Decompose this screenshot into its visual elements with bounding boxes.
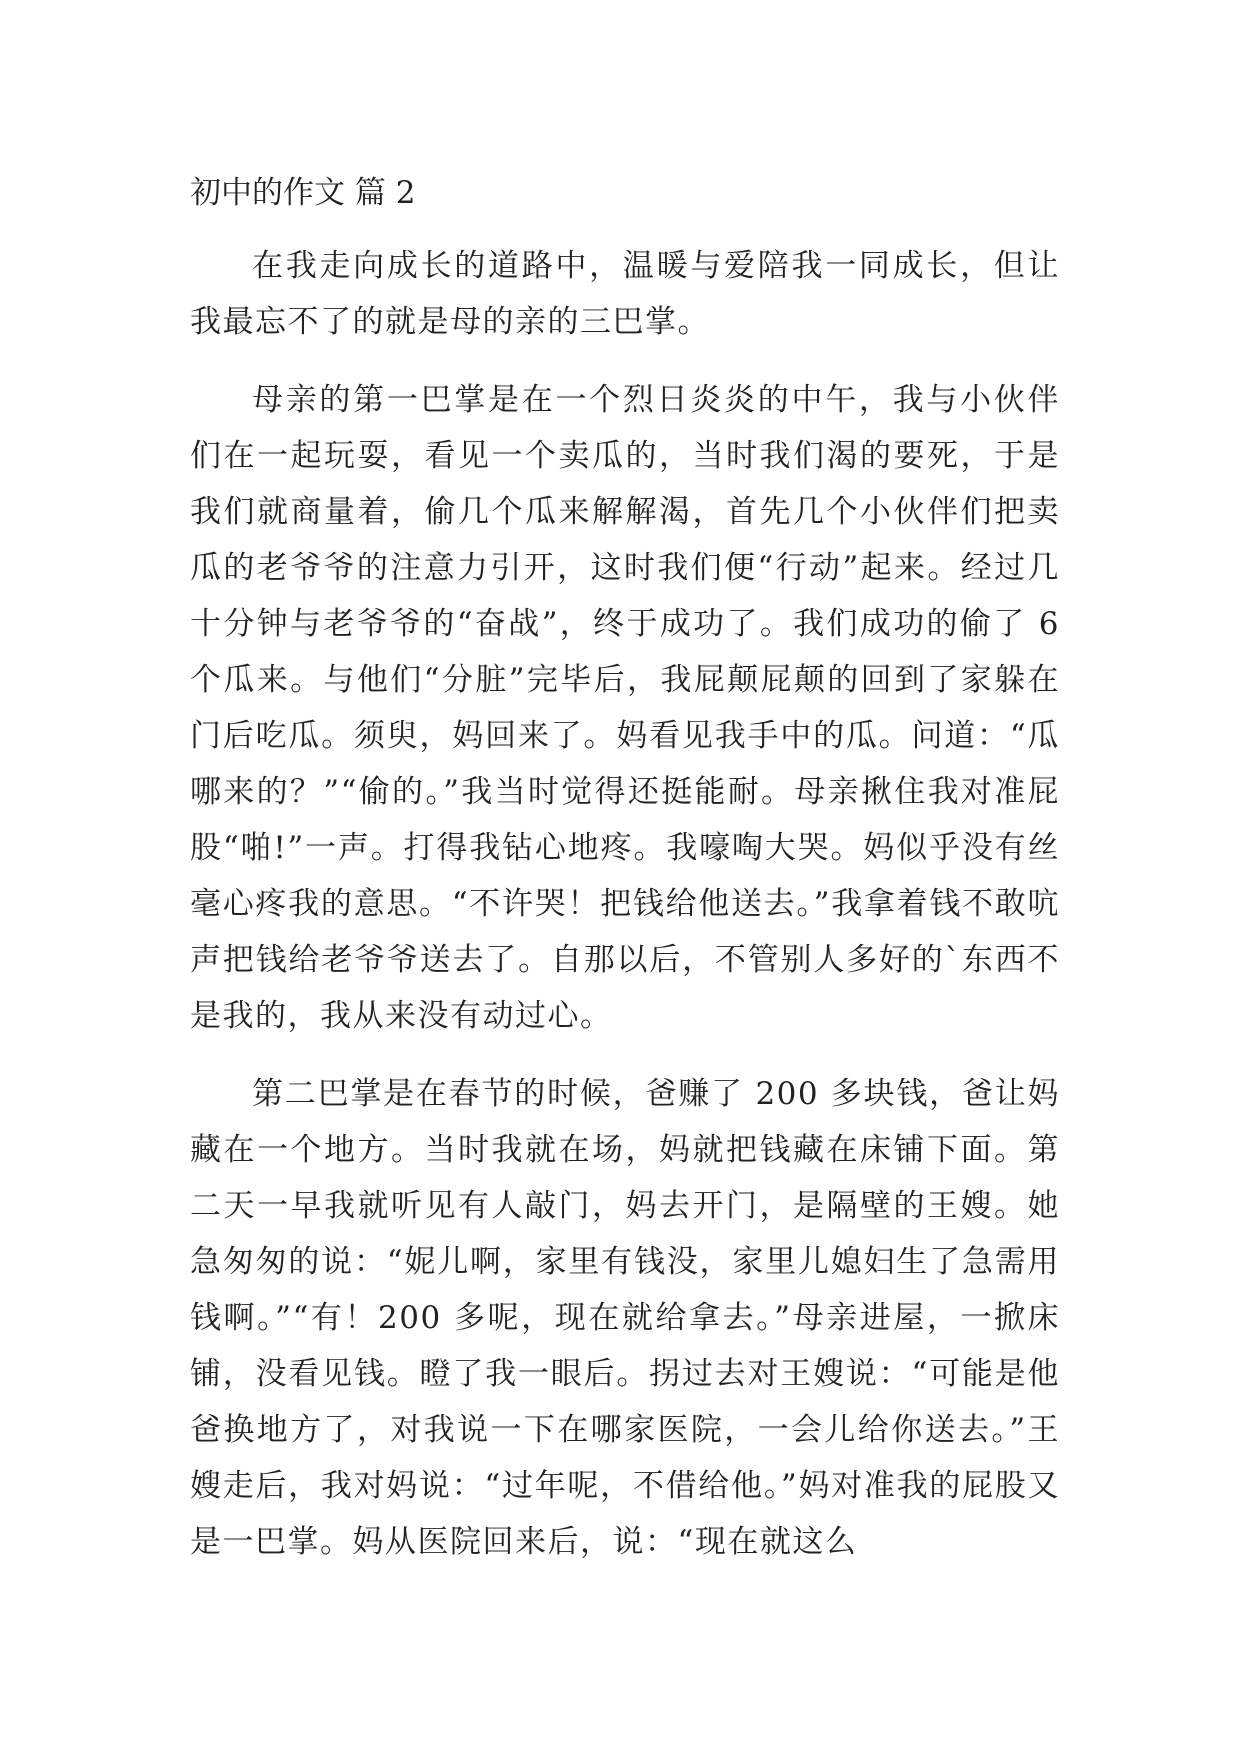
paragraph-2: 母亲的第一巴掌是在一个烈日炎炎的中午，我与小伙伴们在一起玩耍，看见一个卖瓜的，当时我们渴的要死，于是我们就商量着，偷几个瓜来解解渴，首先几个小伙伴们把卖瓜的老爷爷的注意力引开，这时我们便“行动”起来。经过几十分钟与老爷爷的“奋战”，终于成功了。我们成功的偷了 6 个瓜来。与他们“分脏”完毕后，我屁颠屁颠的回到了家躲在门后吃瓜。须臾，妈回来了。妈看见我手中的瓜。问道：“瓜哪来的？”“偷的。”我当时觉得还挺能耐。母亲揪住我对准屁股“啪!”一声。打得我钻心地疼。我嚎啕大哭。妈似乎没有丝毫心疼我的意思。“不许哭！把钱给他送去。”我拿着钱不敢吭声把钱给老爷爷送去了。自那以后，不管别人多好的`东西不是我的，我从来没有动过心。 [190,382,1060,1034]
paragraph-3: 第二巴掌是在春节的时候，爸赚了 200 多块钱，爸让妈藏在一个地方。当时我就在场，妈就把钱藏在床铺下面。第二天一早我就听见有人敲门，妈去开门，是隔壁的王嫂。她急匆匆的说：“妮儿啊，家里有钱没，家里儿媳妇生了急需用钱啊。”“有！200 多呢，现在就给拿去。”母亲进屋，一掀床铺，没看见钱。瞪了我一眼后。拐过去对王嫂说：“可能是他爸换地方了，对我说一下在哪家医院，一会儿给你送去。”王嫂走后，我对妈说：“过年呢，不借给他。”妈对准我的屁股又是一巴掌。妈从医院回来后，说：“现在就这么 [190,1076,1060,1560]
document-body [190,165,1060,1592]
essay-title: 初中的作文 篇 2 [190,175,416,211]
paragraph-1: 在我走向成长的道路中，温暖与爱陪我一同成长，但让我最忘不了的就是母的亲的三巴掌。 [190,248,1060,340]
